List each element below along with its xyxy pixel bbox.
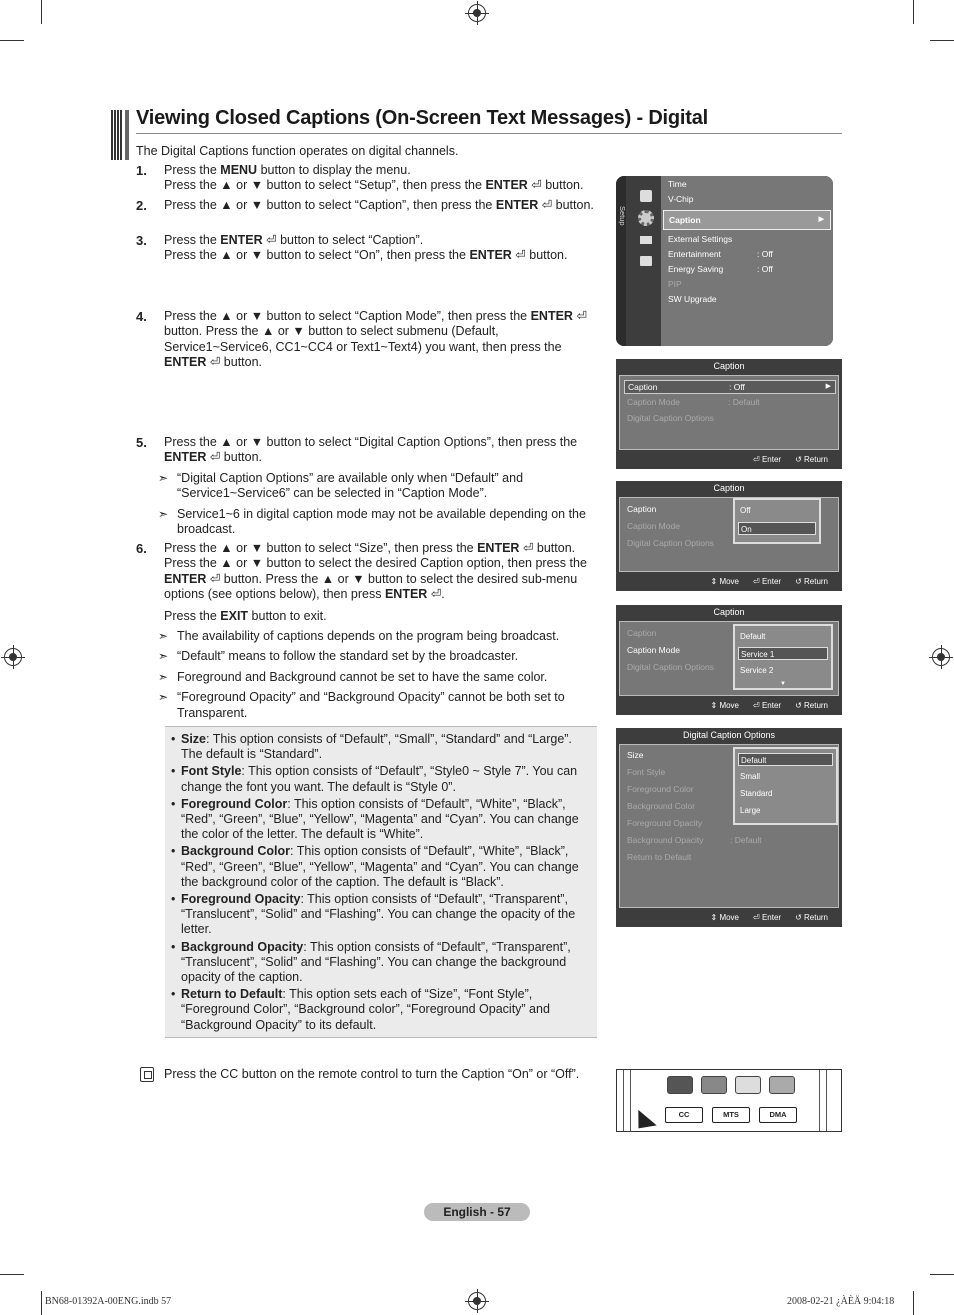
crop-mark <box>913 0 914 24</box>
setup-menu-item[interactable]: External Settings <box>668 234 733 244</box>
option-foreground-color <box>181 797 589 843</box>
note-item: ➣ “Foreground Opacity” and “Background Opacity” cannot be both set to Transparent. <box>158 690 606 721</box>
step-3 <box>136 233 606 264</box>
option-term: Background Opacity <box>181 939 304 954</box>
option-foreground-opacity <box>181 892 589 938</box>
screen-footer-hint: ⏎ Enter <box>753 701 782 710</box>
step-number: 1. <box>136 163 147 178</box>
option-popup <box>733 747 838 825</box>
picture-icon <box>640 190 652 202</box>
option-term: Foreground Color <box>181 796 288 811</box>
setup-menu-item[interactable]: Time <box>668 179 687 189</box>
cc-button[interactable]: CC <box>665 1107 703 1123</box>
screen-footer-hint: ⏎ Enter <box>753 577 782 586</box>
screen-footer-hint: ⇕ Move <box>710 913 740 922</box>
setup-menu-item[interactable]: V-Chip <box>668 194 694 204</box>
dma-button[interactable]: DMA <box>759 1107 797 1123</box>
crop-mark <box>41 0 42 24</box>
menu-row[interactable]: Caption <box>627 504 657 514</box>
remote-color-button <box>667 1076 693 1094</box>
screen-footer-hint: ↺ Return <box>795 913 828 922</box>
option-background-color <box>181 844 589 890</box>
intro-text: The Digital Captions function operates on digital channels. <box>136 144 459 158</box>
note-item: ➣ The availability of captions depends on the program being broadcast. <box>158 629 606 644</box>
screen-title: Digital Caption Options <box>616 728 842 742</box>
registration-mark-icon <box>468 4 486 22</box>
registration-mark-icon <box>468 1292 486 1310</box>
option-description: : This option consists of “Default”, “Small”, “Standard” and “Large”. The default is “Standard”. <box>181 732 572 762</box>
option-description: : This option consists of “Default”, “Style0 ~ Style 7”. You can change the font you want. The default is “Style 0”. <box>181 764 578 794</box>
screen-footer-hint: ⏎ Enter <box>753 913 782 922</box>
pointer-arrow-icon <box>629 1110 656 1132</box>
step-number: 4. <box>136 309 147 324</box>
popup-option[interactable]: Standard <box>740 789 773 798</box>
menu-row[interactable]: Background Opacity : Default <box>627 835 762 845</box>
input-icon <box>640 236 652 244</box>
screen-footer-hint: ↺ Return <box>795 455 828 464</box>
step-number: 2. <box>136 198 147 213</box>
note-item: ➣ “Digital Caption Options” are available only when “Default” and “Service1~Service6” can be selected in “Caption Mode”. <box>158 471 606 502</box>
title-accent-bar <box>125 110 129 160</box>
step-1 <box>136 163 606 194</box>
step-line: Press the ▲ or ▼ button to select “Digital Caption Options”, then press the ENTER ⏎ button. <box>164 435 578 465</box>
menu-row[interactable]: Digital Caption Options <box>627 413 714 423</box>
step-line: Press the ▲ or ▼ button to select “Setup”, then press the ENTER ⏎ button. <box>164 178 584 193</box>
crop-mark <box>913 1291 914 1315</box>
footer-timestamp: 2008-02-21 ¿ÀÈÄ 9:04:18 <box>787 1296 895 1307</box>
remote-color-button <box>701 1076 727 1094</box>
chevron-right-icon: ▶ <box>818 216 824 223</box>
menu-row[interactable]: Font Style <box>627 767 666 777</box>
screen-title: Caption <box>616 359 842 373</box>
caption-screen-3 <box>616 605 842 715</box>
remote-illustration <box>616 1069 842 1132</box>
gear-icon <box>638 210 654 226</box>
option-font-style <box>181 764 589 794</box>
popup-option[interactable]: On <box>738 522 816 535</box>
setup-menu-item[interactable]: Entertainment : Off <box>668 249 773 259</box>
registration-mark-icon <box>932 648 950 666</box>
crop-mark <box>930 40 954 41</box>
digital-caption-options-screen <box>616 728 842 927</box>
memo-icon <box>140 1067 154 1082</box>
menu-row[interactable]: Caption : Off ▶ <box>624 380 836 394</box>
step-4 <box>136 309 606 371</box>
menu-row[interactable]: Caption <box>627 628 657 638</box>
menu-row[interactable]: Caption Mode : Default <box>627 397 760 407</box>
setup-menu-item[interactable]: Energy Saving : Off <box>668 264 773 274</box>
step-2 <box>136 198 606 213</box>
registration-mark-icon <box>4 648 22 666</box>
remote-color-button <box>769 1076 795 1094</box>
caption-screen-2 <box>616 481 842 591</box>
crop-mark <box>41 1291 42 1315</box>
crop-mark <box>0 40 24 41</box>
option-description: : This option consists of “Default”, “White”, “Black”, “Red”, “Green”, “Blue”, “Yellow”, “Magenta” and “Cyan”. You can change the background color of the caption. The default is “Black”. <box>181 844 579 889</box>
menu-row[interactable]: Background Color <box>627 801 696 811</box>
setup-menu-item[interactable]: PIP <box>668 279 682 289</box>
caption-screen-1 <box>616 359 842 469</box>
chevron-right-icon: ▶ <box>825 383 831 390</box>
footer-file-name: BN68-01392A-00ENG.indb 57 <box>45 1296 172 1307</box>
option-description: : This option consists of “Default”, “Transparent”, “Translucent”, “Solid” and “Flashing”. You can change the background opacity of the caption. <box>181 939 571 985</box>
popup-option[interactable]: Large <box>740 806 761 815</box>
option-return-to-default <box>181 987 589 1033</box>
title-rule <box>136 133 842 134</box>
screen-title: Caption <box>616 481 842 495</box>
option-background-opacity <box>181 940 589 986</box>
title-accent-bar <box>111 110 123 160</box>
popup-option[interactable]: Service 2 <box>740 666 774 675</box>
popup-option[interactable]: Default <box>740 632 766 641</box>
setup-menu-item[interactable]: Caption ▶ <box>663 210 831 230</box>
step-line: Press the ENTER ⏎ button to select “Caption”. <box>164 233 424 247</box>
crop-mark <box>930 1274 954 1275</box>
option-description: : This option sets each of “Size”, “Font Style”, “Foreground Color”, “Background color”, “Foreground Opacity” and “Background Opacity” to its default. <box>181 987 550 1032</box>
option-popup <box>733 624 833 690</box>
remote-color-button <box>735 1076 761 1094</box>
popup-option[interactable]: Service 1 <box>738 647 828 660</box>
menu-row[interactable]: Size <box>627 750 644 760</box>
option-term: Size <box>181 732 207 746</box>
option-size <box>181 732 589 762</box>
note-item: ➣ “Default” means to follow the standard set by the broadcaster. <box>158 649 606 664</box>
step-line: Press the ▲ or ▼ button to select “Size”, then press the ENTER ⏎ button. Press the ▲ or ▼ button to select the desired Caption option, then press the ENTER ⏎ button. Press the ▲ or ▼ button to select the desired sub-menu options (see options below), then press ENTER ⏎. <box>164 541 587 602</box>
screen-title: Caption <box>616 605 842 619</box>
option-term: Return to Default <box>181 987 283 1002</box>
menu-row[interactable]: Caption Mode <box>627 521 680 531</box>
memo-text: Press the CC button on the remote control to turn the Caption “On” or “Off”. <box>164 1067 580 1081</box>
step-number: 3. <box>136 233 147 248</box>
popup-option[interactable]: Small <box>740 772 761 781</box>
popup-option[interactable]: Default <box>738 753 833 766</box>
option-term: Foreground Opacity <box>181 892 301 907</box>
mts-button[interactable]: MTS <box>712 1107 750 1123</box>
step-line: Press the ▲ or ▼ button to select “Caption”, then press the ENTER ⏎ button. <box>164 198 594 212</box>
option-popup <box>733 498 821 544</box>
screen-footer-hint: ⇕ Move <box>710 577 740 586</box>
step-line: Press the MENU button to display the menu. <box>164 163 411 177</box>
menu-row[interactable]: Return to Default <box>627 852 692 862</box>
step-number: 6. <box>136 541 147 556</box>
scroll-down-icon: ▼ <box>780 681 786 687</box>
application-icon <box>640 256 652 266</box>
screen-footer-hint: ⏎ Enter <box>753 455 782 464</box>
screen-footer-hint: ↺ Return <box>795 701 828 710</box>
step-6 <box>136 541 606 726</box>
menu-row[interactable]: Foreground Color <box>627 784 694 794</box>
step-line: Press the ▲ or ▼ button to select “On”, then press the ENTER ⏎ button. <box>164 248 568 263</box>
page-title: Viewing Closed Captions (On-Screen Text Messages) - Digital <box>136 107 709 129</box>
note-item: ➣ Foreground and Background cannot be set to have the same color. <box>158 670 606 685</box>
screen-footer-hint: ↺ Return <box>795 577 828 586</box>
step-5 <box>136 435 606 542</box>
screen-footer-hint: ⇕ Move <box>710 701 740 710</box>
menu-row[interactable]: Foreground Opacity <box>627 818 703 828</box>
page-number-badge: English - 57 <box>424 1203 530 1221</box>
option-term: Background Color <box>181 844 291 859</box>
setup-menu-screen <box>616 176 833 346</box>
option-description: : This option consists of “Default”, “Transparent”, “Translucent”, “Solid” and “Flashing”. You can change the opacity of the letter. <box>181 892 576 937</box>
popup-option[interactable]: Off <box>740 506 751 515</box>
step-number: 5. <box>136 435 147 450</box>
menu-row[interactable]: Digital Caption Options <box>627 662 714 672</box>
option-term: Font Style <box>181 764 242 779</box>
options-box <box>165 726 597 1038</box>
exit-instruction: Press the EXIT button to exit. <box>164 608 327 623</box>
menu-row[interactable]: Caption Mode <box>627 645 680 655</box>
step-line: Press the ▲ or ▼ button to select “Caption Mode”, then press the ENTER ⏎ button. Press the ▲ or ▼ button to select submenu (Default, Service1~Service6, CC1~CC4 or Text1~Text4) you want, then press the ENTER ⏎ button. <box>164 309 587 370</box>
setup-side-label: Setup <box>618 206 627 226</box>
setup-menu-item[interactable]: SW Upgrade <box>668 294 717 304</box>
menu-row[interactable]: Digital Caption Options <box>627 538 714 548</box>
note-item: ➣ Service1~6 in digital caption mode may not be available depending on the broadcast. <box>158 507 606 538</box>
crop-mark <box>0 1274 24 1275</box>
option-description: : This option consists of “Default”, “White”, “Black”, “Red”, “Green”, “Blue”, “Yellow”, “Magenta” and “Cyan”. You can change the color of the letter. The default is “White”. <box>181 796 579 842</box>
